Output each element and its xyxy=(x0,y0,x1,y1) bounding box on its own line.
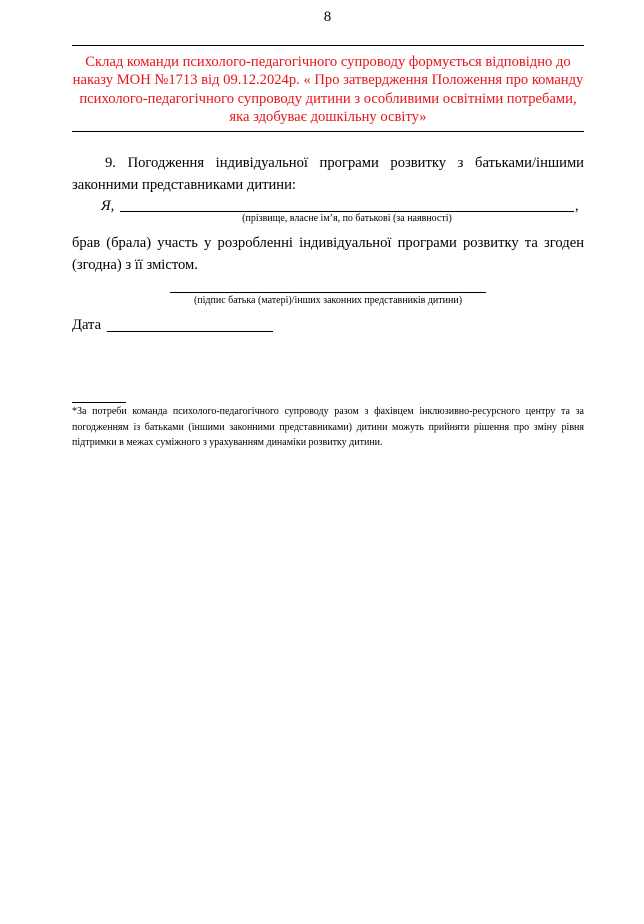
footnote-separator xyxy=(72,402,126,403)
date-fill-line[interactable] xyxy=(107,331,273,332)
name-fill-line[interactable] xyxy=(120,211,574,212)
section-9-heading: 9. Погодження індивідуальної програми розвитку з батьками/іншими законними представниками дитини: xyxy=(72,155,584,193)
date-label: Дата xyxy=(72,317,102,333)
ya-label: Я, xyxy=(101,198,115,214)
order-notice: Склад команди психолого-педагогічного супроводу формується відповідно до наказу МОН №1713 від 09.12.2024р. « Про затвердження Положення про команду психолого-педагогічного супроводу дитини з особливими освітніми потребами, яка здобуває дошкільну освіту» xyxy=(72,54,584,126)
notice-top-rule xyxy=(72,45,584,46)
footnote-text: *За потреби команда психолого-педагогічного супроводу разом з фахівцем інклюзивно-ресурсного центру та за погодженням із батьками (іншими законними представниками) дитини можуть прийняти рішення про зміну рівня підтримки в межах суміжного з урахуванням динаміки розвитку дитини. xyxy=(72,406,584,449)
signature-caption: (підпис батька (матері)/інших законних представників дитини) xyxy=(193,295,463,306)
page-number: 8 xyxy=(323,9,332,25)
notice-bottom-rule xyxy=(72,131,584,132)
signature-fill-line[interactable] xyxy=(170,292,486,293)
name-line-comma: , xyxy=(575,198,579,214)
participation-statement: брав (брала) участь у розробленні індивідуальної програми розвитку та згоден (згодна) з її змістом. xyxy=(72,235,584,273)
name-caption: (прізвище, власне ім’я, по батькові (за наявності) xyxy=(242,213,452,224)
